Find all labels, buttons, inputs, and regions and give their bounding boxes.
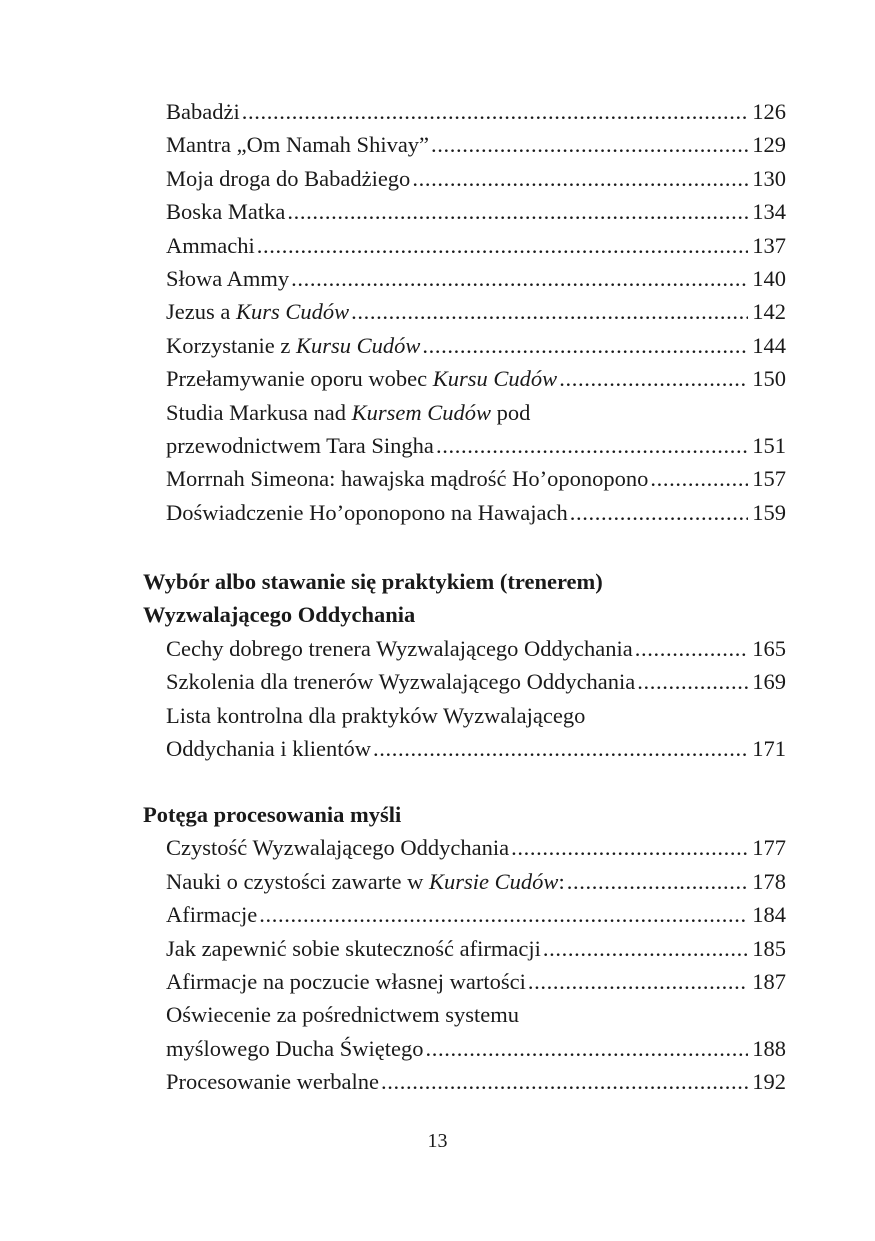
entry-text: Afirmacje na poczucie własnej wartości [166, 969, 526, 994]
toc-entry-first-line [166, 396, 786, 429]
dot-leader [257, 229, 749, 262]
toc-entry-first-line [166, 998, 786, 1031]
dot-leader [635, 632, 748, 665]
dot-leader [373, 732, 748, 765]
italic-title-text: Kursie Cudów [429, 868, 559, 894]
dot-leader [570, 496, 749, 529]
entry-page-number: 159 [752, 499, 786, 525]
section-heading: Wyzwalającego Oddychania [143, 602, 416, 628]
entry-text: Mantra „Om Namah Shivay” [166, 132, 430, 158]
entry-page-number: 157 [752, 466, 786, 492]
entry-title [166, 462, 648, 495]
entry-text: Doświadczenie Ho’oponopono na Hawajach [166, 499, 568, 525]
entry-page-number: 140 [752, 266, 786, 291]
dot-leader [567, 865, 749, 898]
entry-title [166, 665, 635, 698]
dot-leader [425, 1032, 748, 1065]
dot-leader [436, 429, 748, 462]
entry-title [166, 932, 541, 965]
entry-text: Studia Markusa nad [166, 399, 352, 425]
entry-title [166, 195, 285, 228]
toc-entry [166, 329, 786, 362]
toc-entry [166, 295, 786, 328]
toc-entry [166, 831, 786, 864]
entry-text: Korzystanie z [166, 332, 296, 358]
dot-leader [259, 898, 748, 931]
entry-title [166, 1065, 379, 1098]
entry-text: : [558, 868, 565, 894]
toc-entry [166, 865, 786, 898]
toc-entry-first-line [166, 699, 786, 732]
dot-leader [422, 329, 748, 362]
entry-page-number: 137 [752, 232, 786, 258]
dot-leader [511, 831, 748, 864]
entry-page-number: 144 [752, 332, 786, 358]
entry-title [166, 732, 371, 765]
entry-title [166, 162, 410, 195]
dot-leader [650, 462, 748, 495]
entry-text: Oddychania i klientów [166, 736, 371, 761]
entry-page-number: 165 [752, 635, 786, 661]
entry-text: Boska Matka [166, 199, 286, 225]
toc-entry [166, 1032, 786, 1065]
entry-text: przewodnictwem Tara Singha [166, 433, 434, 458]
entry-page-number: 142 [752, 299, 786, 325]
dot-leader [242, 95, 749, 128]
toc-entry [166, 162, 786, 195]
entry-text: Lista kontrolna dla praktyków Wyzwalającego [166, 702, 586, 728]
entry-page-number: 151 [752, 433, 786, 458]
dot-leader [637, 665, 748, 698]
entry-title [166, 95, 240, 128]
entry-page-number: 169 [752, 669, 786, 695]
entry-title [166, 831, 509, 864]
toc-entry [166, 195, 786, 228]
entry-page-number: 150 [752, 366, 786, 392]
entry-page-number: 192 [752, 1069, 786, 1095]
entry-text: Słowa Ammy [166, 266, 290, 291]
section-heading: Wybór albo stawanie się praktykiem (trenerem) [143, 569, 603, 594]
section-heading: Potęga procesowania myśli [143, 802, 402, 827]
dot-leader [543, 932, 748, 965]
entry-title [166, 898, 257, 931]
toc-entry [166, 965, 786, 998]
entry-page-number: 187 [752, 969, 786, 994]
entry-title [166, 632, 633, 665]
dot-leader [291, 262, 748, 295]
entry-title [166, 362, 557, 395]
entry-text: Morrnah Simeona: hawajska mądrość Ho’oponopono [166, 466, 649, 492]
entry-title [166, 229, 255, 262]
entry-text: Czystość Wyzwalającego Oddychania [166, 835, 510, 861]
entry-title [166, 865, 565, 898]
entry-text: Przełamywanie oporu wobec [166, 366, 433, 392]
toc-entry [166, 462, 786, 495]
entry-title [166, 429, 434, 462]
toc-entry [166, 1065, 786, 1098]
entry-page-number: 185 [752, 935, 786, 961]
entry-title [166, 262, 289, 295]
entry-text: Szkolenia dla trenerów Wyzwalającego Oddychania [166, 669, 636, 695]
italic-title-text: Kursem Cudów [351, 399, 491, 425]
entry-text: Afirmacje [166, 902, 258, 928]
toc-entry [166, 496, 786, 529]
toc-entry [166, 262, 786, 295]
toc-entry [166, 732, 786, 765]
entry-text: Jezus a [166, 299, 236, 325]
entry-text: Ammachi [166, 232, 255, 258]
toc-entry [166, 229, 786, 262]
entry-title [166, 128, 429, 161]
entry-page-number: 130 [752, 165, 786, 191]
italic-title-text: Kurs Cudów [235, 299, 350, 325]
entry-title [166, 496, 568, 529]
toc-entry [166, 665, 786, 698]
dot-leader [412, 162, 748, 195]
entry-text: Babadżi [166, 99, 240, 124]
entry-title [166, 965, 526, 998]
entry-text: Jak zapewnić sobie skuteczność afirmacji [166, 935, 541, 961]
entry-text: pod [491, 399, 531, 425]
toc-entry [166, 429, 786, 462]
entry-page-number: 178 [752, 868, 786, 894]
entry-title [166, 329, 420, 362]
toc-entry [166, 898, 786, 931]
toc-entry [166, 128, 786, 161]
entry-text: Oświecenie za pośrednictwem systemu [166, 1002, 520, 1028]
entry-page-number: 177 [752, 835, 786, 861]
dot-leader [287, 195, 748, 228]
toc-entry [166, 932, 786, 965]
page-number: 13 [427, 1130, 448, 1152]
toc-entry [166, 362, 786, 395]
entry-page-number: 171 [752, 736, 786, 761]
entry-title [166, 1032, 423, 1065]
toc-entry [166, 95, 786, 128]
entry-page-number: 188 [752, 1035, 786, 1061]
italic-title-text: Kursu Cudów [295, 332, 421, 358]
dot-leader [431, 128, 748, 161]
entry-text: Cechy dobrego trenera Wyzwalającego Oddychania [166, 635, 633, 661]
entry-page-number: 129 [752, 132, 786, 158]
entry-page-number: 134 [752, 199, 786, 225]
entry-page-number: 184 [752, 902, 786, 928]
entry-text: Moja droga do Babadżiego [166, 165, 411, 191]
dot-leader [381, 1065, 748, 1098]
dot-leader [351, 295, 748, 328]
entry-page-number: 126 [752, 99, 786, 124]
italic-title-text: Kursu Cudów [432, 366, 558, 392]
entry-title [166, 295, 349, 328]
dot-leader [559, 362, 748, 395]
entry-text: Procesowanie werbalne [166, 1069, 380, 1095]
entry-text: myślowego Ducha Świętego [166, 1035, 424, 1061]
entry-text: Nauki o czystości zawarte w [166, 868, 430, 894]
toc-entry [166, 632, 786, 665]
dot-leader [528, 965, 748, 998]
